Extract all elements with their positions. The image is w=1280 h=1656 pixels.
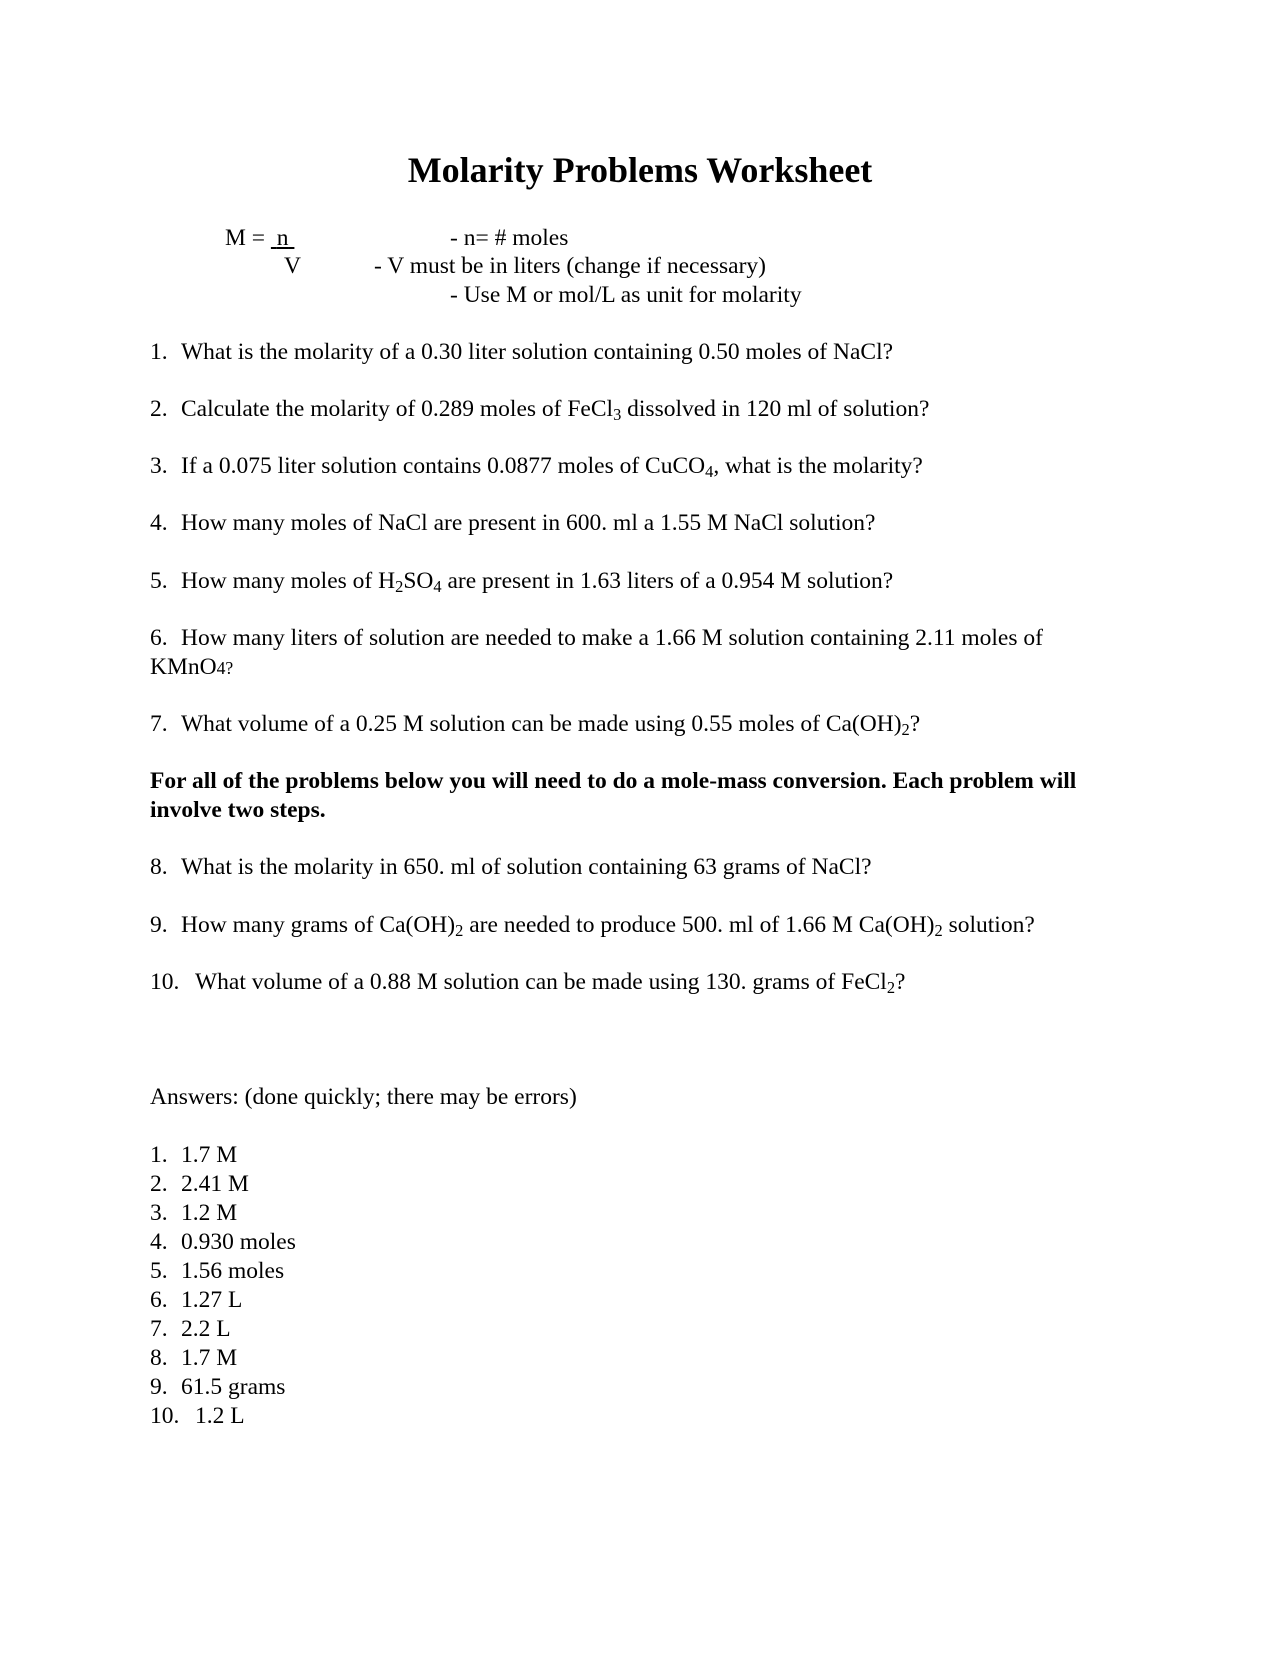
- question-4: [150, 509, 875, 538]
- page-title: Molarity Problems Worksheet: [407, 150, 873, 190]
- question-1: [150, 338, 893, 367]
- answer-item: [150, 1199, 237, 1228]
- question-text-cont: solution?: [942, 912, 1035, 938]
- question-5: [150, 567, 893, 596]
- formula-numerator: n: [276, 225, 289, 251]
- answer-item: [150, 1141, 237, 1170]
- subscript: 2: [886, 978, 896, 998]
- question-number: 4.: [150, 510, 168, 536]
- subscript: 2: [934, 921, 943, 941]
- subscript: 4?: [216, 658, 234, 678]
- answer-item: [150, 1228, 296, 1257]
- question-text-cont: dissolved in 120 ml of solution?: [621, 396, 930, 422]
- question-text: What is the molarity in 650. ml of solution containing 63 grams of NaCl?: [181, 854, 872, 880]
- question-text: How many liters of solution are needed to make a 1.66 M solution containing 2.11 moles of: [181, 625, 1043, 651]
- question-text: What volume of a 0.88 M solution can be made using 130. grams of FeCl: [195, 969, 887, 995]
- question-text: Calculate the molarity of 0.289 moles of FeCl: [181, 396, 614, 422]
- question-number: 9.: [150, 912, 168, 938]
- answer-value: 61.5 grams: [181, 1374, 286, 1400]
- question-number: 7.: [150, 711, 168, 737]
- subscript: 2: [455, 921, 464, 941]
- question-text-cont: , what is the molarity?: [713, 453, 923, 479]
- question-text: If a 0.075 liter solution contains 0.0877 moles of CuCO: [181, 453, 706, 479]
- answer-value: 2.2 L: [181, 1316, 231, 1342]
- question-number: 2.: [150, 396, 168, 422]
- formula-lhs: M =: [225, 225, 271, 251]
- question-6-line-2: [150, 653, 233, 683]
- question-text: What is the molarity of a 0.30 liter solution containing 0.50 moles of NaCl?: [181, 339, 894, 365]
- answer-number: 5.: [150, 1258, 168, 1284]
- question-text: What volume of a 0.25 M solution can be made using 0.55 moles of Ca(OH): [181, 711, 902, 737]
- subscript: 4: [433, 577, 442, 597]
- answer-value: 1.2 M: [181, 1200, 238, 1226]
- question-text-mid: are needed to produce 500. ml of 1.66 M Ca(OH): [463, 912, 935, 938]
- formula-note-liters: - V must be in liters (change if necessary): [374, 253, 766, 279]
- answer-item: [150, 1170, 249, 1199]
- formula-note-moles: - n= # moles: [450, 225, 569, 251]
- answer-value: 1.7 M: [181, 1142, 238, 1168]
- answer-item: [150, 1315, 231, 1344]
- answer-number: 9.: [150, 1374, 168, 1400]
- answer-value: 1.7 M: [181, 1345, 238, 1371]
- question-number: 10.: [150, 969, 180, 995]
- answer-item: [150, 1344, 237, 1373]
- subscript: 2: [901, 720, 910, 740]
- formula-note-unit: - Use M or mol/L as unit for molarity: [450, 282, 802, 308]
- question-10: [150, 968, 905, 997]
- answer-number: 7.: [150, 1316, 168, 1342]
- question-text-cont: ?: [895, 969, 906, 995]
- question-number: 6.: [150, 625, 168, 651]
- formula-denominator: V: [284, 253, 301, 279]
- answer-item: [150, 1373, 285, 1402]
- question-number: 8.: [150, 854, 168, 880]
- subscript: 4: [705, 462, 714, 482]
- question-text-mid: SO: [403, 568, 434, 594]
- question-text: How many grams of Ca(OH): [181, 912, 456, 938]
- question-text-cont: KMnO: [150, 654, 217, 680]
- answer-value: 2.41 M: [181, 1171, 249, 1197]
- answer-number: 3.: [150, 1200, 168, 1226]
- answer-number: 8.: [150, 1345, 168, 1371]
- answer-number: 1.: [150, 1142, 168, 1168]
- answer-number: 4.: [150, 1229, 168, 1255]
- answers-heading: Answers: (done quickly; there may be errors): [150, 1084, 577, 1110]
- subscript: 3: [613, 405, 622, 425]
- question-number: 5.: [150, 568, 168, 594]
- formula-numerator-line: [225, 223, 294, 253]
- mole-mass-instruction: For all of the problems below you will need to do a mole-mass conversion. Each problem will involve two steps.: [150, 768, 1077, 823]
- question-8: [150, 853, 872, 882]
- answer-value: 1.56 moles: [181, 1258, 285, 1284]
- question-text: How many moles of H: [181, 568, 396, 594]
- answer-item: [150, 1257, 284, 1286]
- answer-value: 1.2 L: [195, 1403, 245, 1429]
- question-9: [150, 911, 1035, 940]
- subscript: 2: [395, 577, 404, 597]
- question-7: [150, 710, 920, 739]
- question-text-cont: are present in 1.63 liters of a 0.954 M solution?: [441, 568, 894, 594]
- answer-number: 6.: [150, 1287, 168, 1313]
- answer-number: 10.: [150, 1403, 180, 1429]
- question-text-cont: ?: [909, 711, 921, 737]
- question-number: 1.: [150, 339, 168, 365]
- question-2: [150, 395, 929, 424]
- answer-value: 1.27 L: [181, 1287, 243, 1313]
- answer-number: 2.: [150, 1171, 168, 1197]
- question-3: [150, 452, 923, 481]
- question-text: How many moles of NaCl are present in 600. ml a 1.55 M NaCl solution?: [181, 510, 876, 536]
- question-6: [150, 624, 1043, 653]
- question-number: 3.: [150, 453, 168, 479]
- answer-item: [150, 1402, 245, 1431]
- answer-item: [150, 1286, 242, 1315]
- answer-value: 0.930 moles: [181, 1229, 296, 1255]
